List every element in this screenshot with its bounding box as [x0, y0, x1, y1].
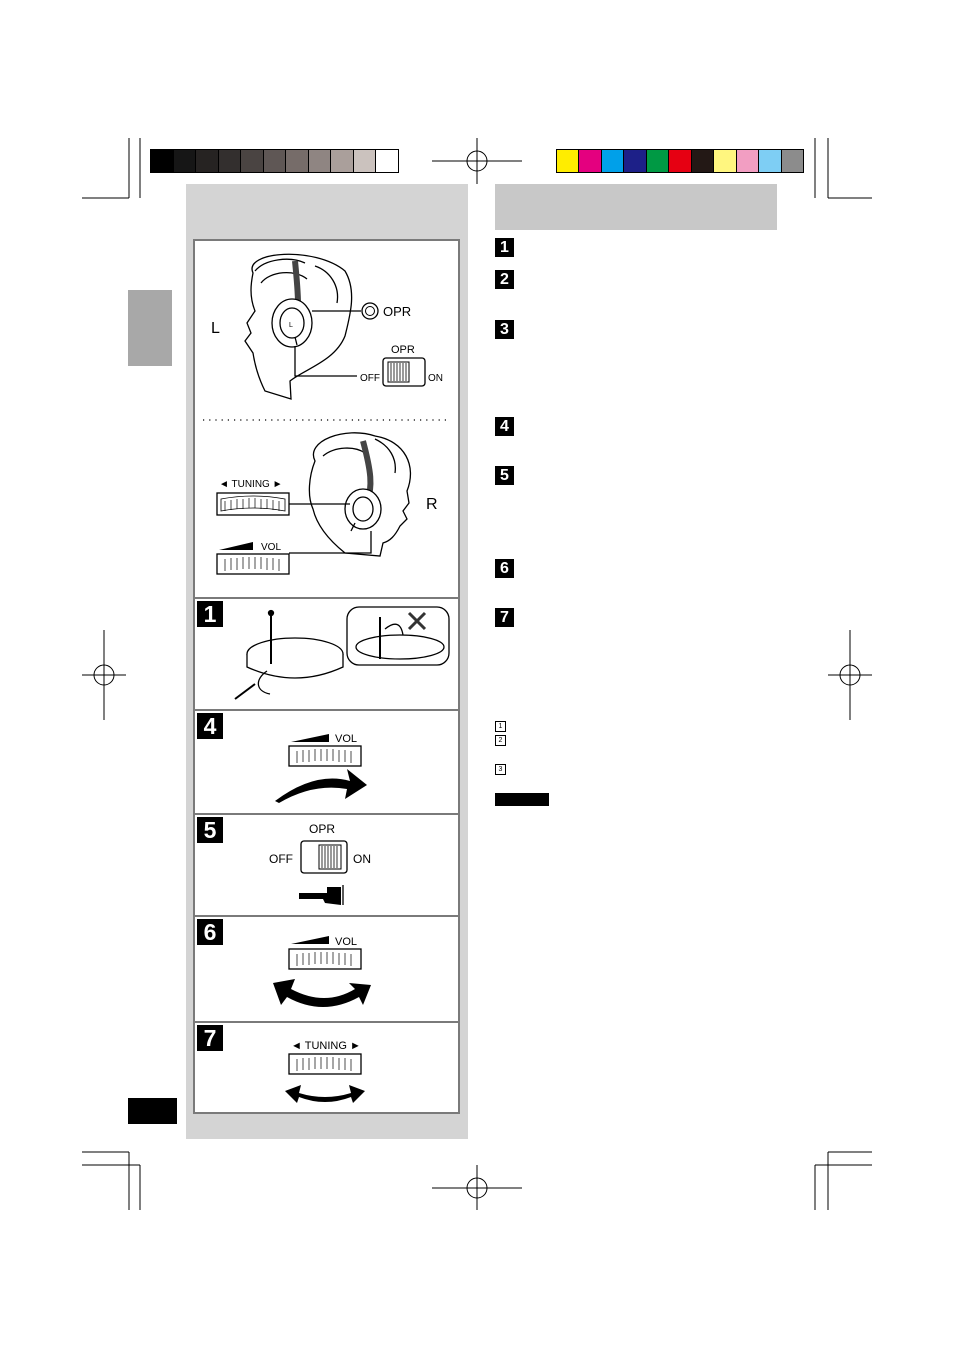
step-4-figure: [195, 709, 458, 815]
step-4-badge: 4: [197, 713, 223, 739]
headphones-overview-figure: [195, 241, 458, 598]
svg-text:L: L: [289, 322, 293, 329]
step-5-figure: [195, 813, 458, 917]
step-7-tuning-label: ◄ TUNING ►: [291, 1040, 361, 1052]
color-swatch: [241, 150, 264, 172]
text-step-3-badge: 3: [495, 320, 514, 339]
right-header-bar: [495, 184, 777, 230]
opr-switch-on-label: ON: [428, 373, 443, 384]
vol-dial-icon: [289, 949, 361, 969]
color-swatch: [354, 150, 377, 172]
text-step-6-badge: 6: [495, 559, 514, 578]
opr-switch-off-label: OFF: [360, 373, 380, 384]
right-ear-label: R: [426, 496, 438, 513]
opr-indicator-icon: [362, 303, 378, 319]
step-1-badge: 1: [197, 601, 223, 627]
color-swatch: [714, 150, 736, 172]
color-swatch: [331, 150, 354, 172]
opr-indicator-label: OPR: [383, 304, 412, 319]
process-color-bar: [556, 149, 804, 173]
text-step-2-badge: 2: [495, 270, 514, 289]
vol-dial-icon: [217, 554, 289, 574]
note-marker-3: 3: [495, 764, 506, 775]
grayscale-bar: [150, 149, 399, 173]
step-5-off-label: OFF: [269, 852, 293, 866]
adjust-both-ways-arrow-icon: [273, 979, 371, 1007]
turn-right-arrow-icon: [275, 769, 367, 803]
slide-right-arrow-icon: [299, 887, 341, 905]
vol-dial-icon: [289, 746, 361, 766]
color-swatch: [669, 150, 691, 172]
color-swatch: [602, 150, 624, 172]
color-swatch: [174, 150, 197, 172]
note-marker-1: 1: [495, 721, 506, 732]
step-5-on-label: ON: [353, 852, 371, 866]
step-6-badge: 6: [197, 919, 223, 945]
text-step-5-badge: 5: [495, 466, 514, 485]
color-swatch: [624, 150, 646, 172]
color-swatch: [579, 150, 601, 172]
color-swatch: [759, 150, 781, 172]
color-swatch: [692, 150, 714, 172]
left-ear-label: L: [211, 320, 220, 337]
color-swatch: [264, 150, 287, 172]
page-number-tab: [128, 1098, 177, 1124]
step-5-opr-title: OPR: [309, 822, 336, 836]
side-tab: [128, 290, 172, 366]
step-4-vol-label: VOL: [335, 733, 358, 745]
opr-switch-title: OPR: [391, 344, 415, 356]
color-swatch: [737, 150, 759, 172]
color-swatch: [219, 150, 242, 172]
note-marker-2: 2: [495, 735, 506, 746]
head-right-illustration: [309, 433, 410, 556]
step-6-figure: [195, 915, 458, 1023]
step-7-badge: 7: [197, 1025, 223, 1051]
step-7-figure: [195, 1021, 458, 1112]
step-6-vol-label: VOL: [335, 936, 358, 948]
color-swatch: [557, 150, 579, 172]
text-step-1-badge: 1: [495, 238, 514, 257]
color-swatch: [309, 150, 332, 172]
color-swatch: [647, 150, 669, 172]
vol-dial-label: VOL: [261, 542, 282, 553]
text-step-4-badge: 4: [495, 417, 514, 436]
color-swatch: [196, 150, 219, 172]
step-1-figure: [195, 597, 458, 711]
head-left-illustration: [245, 254, 352, 399]
note-heading-bar: [495, 793, 549, 806]
color-swatch: [376, 150, 398, 172]
color-swatch: [286, 150, 309, 172]
tune-both-ways-arrow-icon: [285, 1085, 365, 1103]
color-swatch: [782, 150, 803, 172]
text-step-7-badge: 7: [495, 608, 514, 627]
incorrect-usage-callout: [347, 607, 449, 665]
step-5-badge: 5: [197, 817, 223, 843]
tuning-dial-icon: [289, 1054, 361, 1074]
tuning-dial-label: ◄ TUNING ►: [219, 479, 283, 490]
antenna-base-illustration: [235, 611, 343, 700]
color-swatch: [151, 150, 174, 172]
